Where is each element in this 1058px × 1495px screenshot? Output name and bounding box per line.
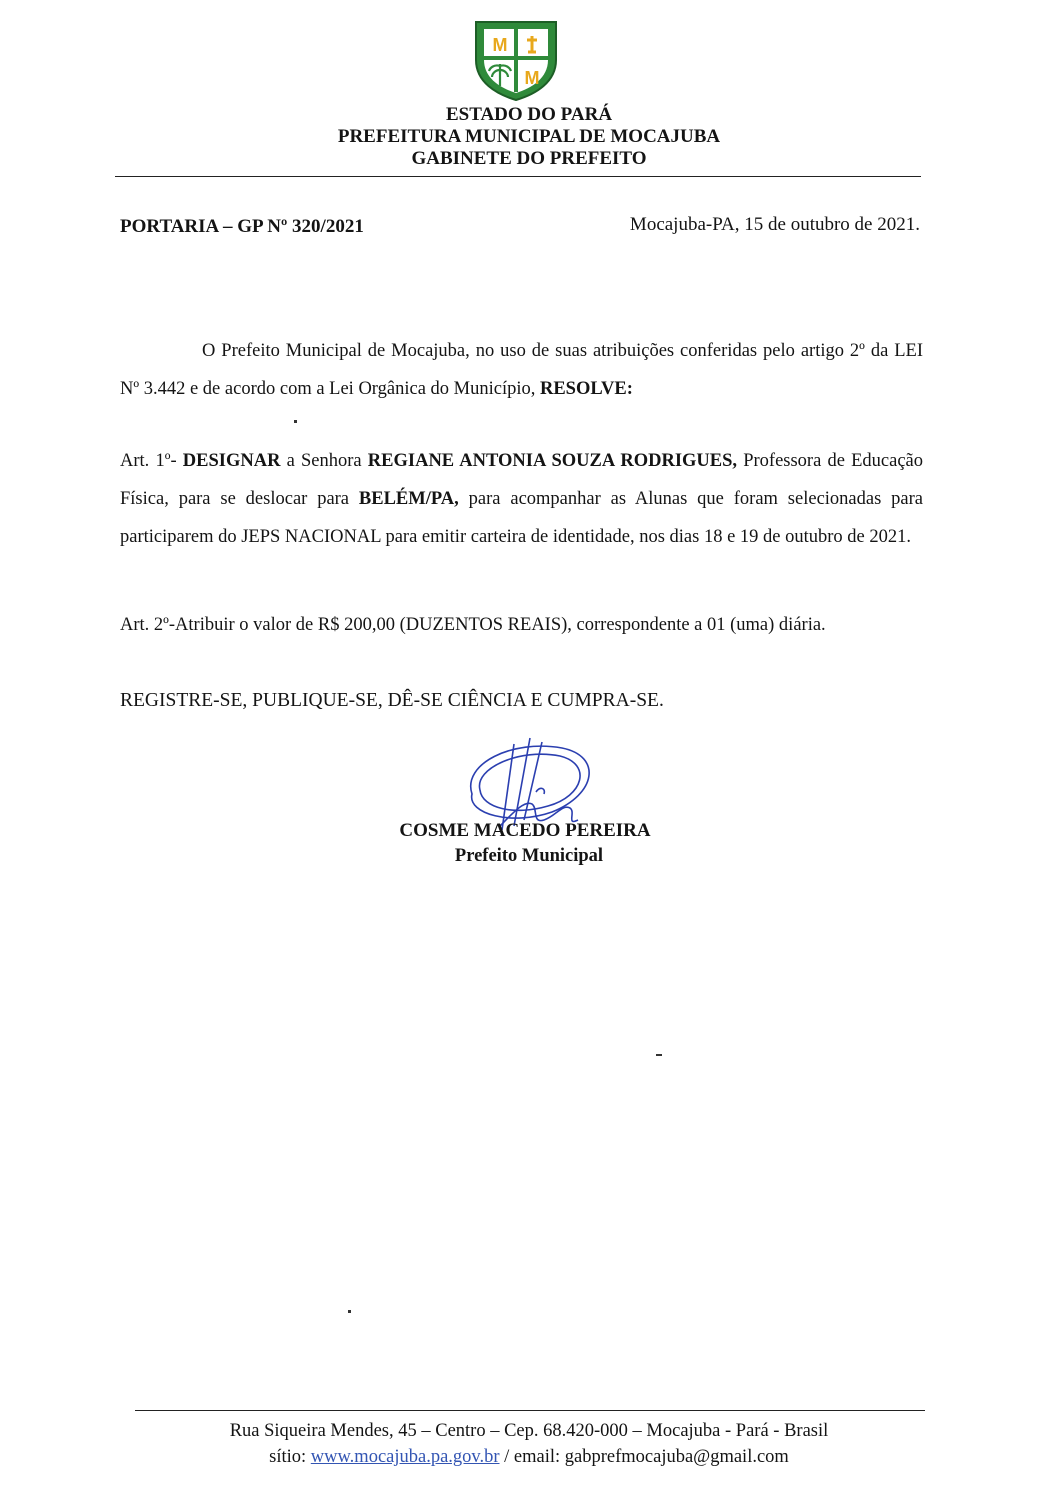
signatory-role: Prefeito Municipal — [454, 846, 604, 866]
scan-speck — [294, 420, 297, 423]
portaria-number: PORTARIA – GP Nº 320/2021 — [120, 216, 364, 237]
svg-text:M: M — [492, 35, 508, 55]
municipal-crest-logo — [472, 20, 560, 102]
scan-speck — [656, 1054, 662, 1056]
document-date: Mocajuba-PA, 15 de outubro de 2021. — [629, 214, 920, 235]
header-divider — [115, 176, 921, 177]
signatory-name: COSME MACEDO PEREIRA — [399, 820, 651, 841]
email-address[interactable]: gabprefmocajuba@gmail.com — [564, 1447, 789, 1467]
footer-address: Rua Siqueira Mendes, 45 – Centro – Cep. 68.420-000 – Mocajuba - Pará - Brasil — [229, 1421, 829, 1441]
article-2: Art. 2º-Atribuir o valor de R$ 200,00 (DUZENTOS REAIS), correspondente a 01 (uma) diária. — [120, 615, 826, 635]
closing-formula: REGISTRE-SE, PUBLIQUE-SE, DÊ-SE CIÊNCIA E CUMPRA-SE. — [120, 690, 664, 711]
header-cabinet: GABINETE DO PREFEITO — [411, 148, 647, 169]
header-prefecture: PREFEITURA MUNICIPAL DE MOCAJUBA — [337, 126, 721, 147]
website-link[interactable]: www.mocajuba.pa.gov.br — [310, 1447, 500, 1467]
footer-divider — [135, 1410, 925, 1411]
article-1: Art. 1º- DESIGNAR a Senhora REGIANE ANTONIA SOUZA RODRIGUES, Professora de Educação Física, para se deslocar para BELÉM/PA, para acompanhar as Alunas que foram selecionadas para participarem do JEPS NACIONAL para emitir carteira de identidade, nos dias 18 e 19 de outubro de 2021. — [120, 451, 924, 547]
header-state: ESTADO DO PARÁ — [445, 104, 613, 125]
preamble-paragraph: O Prefeito Municipal de Mocajuba, no uso de suas atribuições conferidas pelo artigo 2º da LEI Nº 3.442 e de acordo com a Lei Orgânica do Município, RESOLVE: — [120, 341, 923, 399]
footer-contact: sítio: www.mocajuba.pa.gov.br / email: gabprefmocajuba@gmail.com — [269, 1447, 789, 1467]
scan-speck — [348, 1310, 351, 1313]
svg-text:M: M — [524, 68, 540, 88]
